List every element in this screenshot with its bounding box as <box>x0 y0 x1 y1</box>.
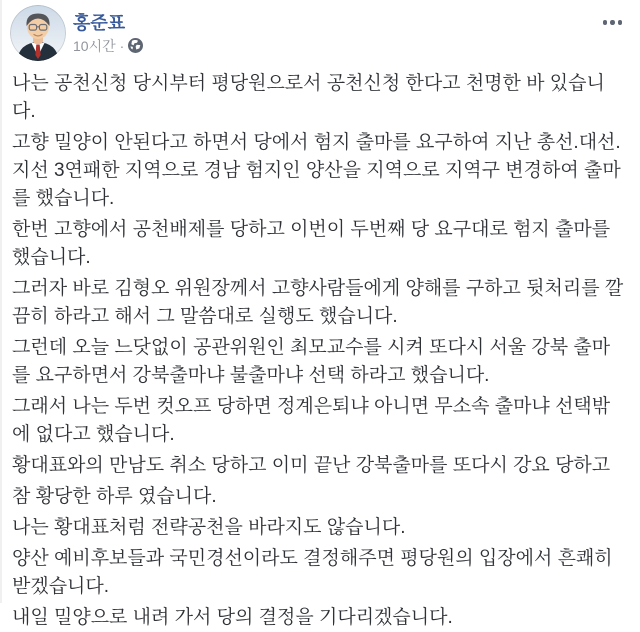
timestamp[interactable]: 10시간 <box>73 37 116 54</box>
meta-separator: · <box>119 37 125 54</box>
globe-public-icon <box>128 38 143 53</box>
post-body <box>2 61 640 632</box>
post-paragraph: 고향 밀양이 안된다고 하면서 당에서 험지 출마를 요구하여 지난 총선.대선. 지선 3연패한 지역으로 경남 험지인 양산을 지역으로 지역구 변경하여 출마를 했습니다. <box>12 132 621 209</box>
post-paragraph: 나는 황대표처럼 전략공천을 바라지도 않습니다. <box>12 517 406 538</box>
post-meta <box>73 38 143 55</box>
post-paragraph: 나는 공천신청 당시부터 평당원으로서 공천신청 한다고 천명한 바 있습니다. <box>12 73 605 122</box>
ellipsis-icon <box>610 20 615 25</box>
post-paragraph: 내일 밀양으로 내려 가서 당의 결정을 기다리겠습니다. <box>12 607 453 628</box>
post-paragraph: 그러자 바로 김형오 위원장께서 고향사람들에게 양해를 구하고 뒷처리를 깔끔히 하라고 해서 그 말씀대로 실행도 했습니다. <box>12 278 624 327</box>
post-paragraph: 그래서 나는 두번 컷오프 당하면 정계은퇴냐 아니면 무소속 출마냐 선택밖에 없다고 했습니다. <box>12 396 611 445</box>
post-header-text <box>73 5 143 54</box>
author-name-link[interactable]: 홍준표 <box>73 13 126 33</box>
profile-photo-graphic <box>10 5 66 61</box>
post-header <box>2 0 640 61</box>
more-options-button[interactable] <box>599 16 627 29</box>
ellipsis-icon <box>618 20 623 25</box>
post-paragraph: 한번 고향에서 공천배제를 당하고 이번이 두번째 당 요구대로 험지 출마를 했습니다. <box>12 219 611 268</box>
post-paragraph: 황대표와의 만남도 취소 당하고 이미 끝난 강북출마를 또다시 강요 당하고 <box>12 455 611 476</box>
post-paragraph: 참 황당한 하루 였습니다. <box>12 486 217 507</box>
ellipsis-icon <box>603 20 608 25</box>
post-paragraph: 양산 예비후보들과 국민경선이라도 결정해주면 평당원의 입장에서 흔쾌히 받겠습니다. <box>12 548 613 597</box>
avatar[interactable] <box>10 5 66 61</box>
post-paragraph: 그런데 오늘 느닷없이 공관위원인 최모교수를 시켜 또다시 서울 강북 출마를 요구하면서 강북출마냐 불출마냐 선택 하라고 했습니다. <box>12 337 611 386</box>
